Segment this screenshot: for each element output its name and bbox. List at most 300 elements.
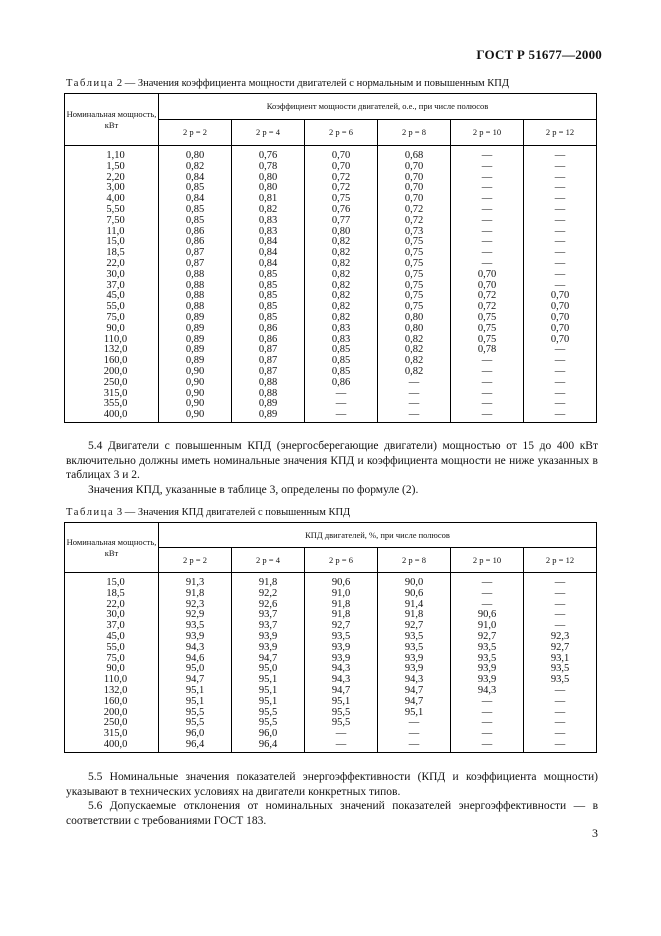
value-cell: 0,84 (159, 173, 232, 184)
value-cell: 93,9 (305, 643, 378, 654)
table3-pole-header: 2 p = 4 (232, 548, 305, 573)
value-cell: 94,7 (378, 686, 451, 697)
table2-pole-header: 2 p = 2 (159, 120, 232, 146)
table-row (65, 194, 597, 205)
value-cell: 0,85 (305, 356, 378, 367)
table3-pole-header: 2 p = 12 (524, 548, 597, 573)
value-cell: 0,87 (159, 259, 232, 270)
value-cell: — (524, 708, 597, 719)
power-cell: 400,0 (65, 410, 159, 422)
value-cell: 0,85 (305, 345, 378, 356)
value-cell: 0,72 (305, 173, 378, 184)
value-cell: 0,84 (159, 194, 232, 205)
value-cell: 96,0 (232, 729, 305, 740)
value-cell: 0,89 (159, 335, 232, 346)
value-cell: 95,5 (159, 718, 232, 729)
table-row (65, 302, 597, 313)
table2-pole-header: 2 p = 4 (232, 120, 305, 146)
value-cell: 0,88 (159, 270, 232, 281)
table2-caption-text: 2 — Значения коэффициента мощности двигателей с нормальным и повышенным КПД (114, 78, 510, 89)
value-cell: 0,70 (305, 162, 378, 173)
power-cell: 90,0 (65, 324, 159, 335)
table-row (65, 600, 597, 611)
value-cell: 0,80 (232, 173, 305, 184)
table-row (65, 270, 597, 281)
table-row (65, 227, 597, 238)
value-cell: 0,72 (378, 205, 451, 216)
value-cell: 95,1 (232, 697, 305, 708)
value-cell: — (451, 367, 524, 378)
value-cell: 91,3 (159, 573, 232, 589)
value-cell: 95,5 (232, 708, 305, 719)
table-row (65, 589, 597, 600)
value-cell: 94,7 (378, 697, 451, 708)
value-cell: 93,9 (451, 664, 524, 675)
value-cell: 0,75 (378, 291, 451, 302)
table-row (65, 632, 597, 643)
page-number: 3 (592, 826, 598, 840)
value-cell: 0,82 (305, 248, 378, 259)
power-cell: 15,0 (65, 237, 159, 248)
table-row (65, 183, 597, 194)
value-cell: 0,85 (305, 367, 378, 378)
value-cell: 0,82 (378, 335, 451, 346)
value-cell: 96,4 (232, 740, 305, 752)
value-cell: 0,86 (232, 324, 305, 335)
value-cell: 93,9 (305, 654, 378, 665)
table3-pole-header: 2 p = 10 (451, 548, 524, 573)
value-cell: — (524, 600, 597, 611)
table-row (65, 729, 597, 740)
paragraph-5-6: 5.6 Допускаемые отклонения от номинальных значений показателей энергоэффективности — в соответствии с требованиями ГОСТ 183. (66, 800, 598, 827)
value-cell: 0,70 (524, 324, 597, 335)
power-cell: 30,0 (65, 270, 159, 281)
table-row (65, 291, 597, 302)
value-cell: 0,72 (378, 216, 451, 227)
power-cell: 315,0 (65, 389, 159, 400)
table-row (65, 740, 597, 752)
value-cell: 93,5 (305, 632, 378, 643)
value-cell: — (524, 718, 597, 729)
value-cell: 0,90 (159, 410, 232, 422)
power-cell: 160,0 (65, 356, 159, 367)
value-cell: 0,70 (524, 313, 597, 324)
value-cell: 0,70 (378, 194, 451, 205)
value-cell: 93,5 (451, 654, 524, 665)
value-cell: 93,9 (378, 654, 451, 665)
value-cell: 0,88 (159, 291, 232, 302)
value-cell: — (524, 162, 597, 173)
value-cell: 0,80 (232, 183, 305, 194)
value-cell: — (524, 345, 597, 356)
power-cell: 5,50 (65, 205, 159, 216)
value-cell: 92,7 (451, 632, 524, 643)
value-cell: — (451, 259, 524, 270)
table-row (65, 389, 597, 400)
power-cell: 90,0 (65, 664, 159, 675)
value-cell: 0,78 (451, 345, 524, 356)
value-cell: 0,70 (524, 335, 597, 346)
value-cell: — (524, 367, 597, 378)
value-cell: 0,82 (378, 345, 451, 356)
value-cell: — (378, 718, 451, 729)
value-cell: 96,0 (159, 729, 232, 740)
value-cell: 0,84 (232, 259, 305, 270)
power-cell: 315,0 (65, 729, 159, 740)
value-cell: 94,7 (232, 654, 305, 665)
power-cell: 15,0 (65, 573, 159, 589)
power-cell: 11,0 (65, 227, 159, 238)
value-cell: — (451, 356, 524, 367)
value-cell: 95,1 (305, 697, 378, 708)
value-cell: 0,85 (159, 216, 232, 227)
table3-pole-header: 2 p = 8 (378, 548, 451, 573)
paragraphs-block-1 (66, 439, 598, 497)
value-cell: — (451, 708, 524, 719)
value-cell: — (451, 237, 524, 248)
value-cell: 91,4 (378, 600, 451, 611)
value-cell: — (524, 194, 597, 205)
value-cell: 0,70 (524, 302, 597, 313)
value-cell: 0,80 (159, 146, 232, 162)
value-cell: 93,5 (159, 621, 232, 632)
power-cell: 45,0 (65, 291, 159, 302)
value-cell: 93,5 (524, 675, 597, 686)
value-cell: — (451, 410, 524, 422)
value-cell: — (524, 356, 597, 367)
value-cell: 90,0 (378, 573, 451, 589)
value-cell: 0,82 (232, 205, 305, 216)
value-cell: — (378, 389, 451, 400)
value-cell: 0,88 (159, 302, 232, 313)
value-cell: 0,70 (451, 281, 524, 292)
value-cell: 0,70 (378, 162, 451, 173)
value-cell: — (524, 248, 597, 259)
value-cell: — (524, 729, 597, 740)
value-cell: 94,3 (305, 675, 378, 686)
value-cell: 0,87 (232, 367, 305, 378)
value-cell: 0,76 (305, 205, 378, 216)
value-cell: 90,6 (378, 589, 451, 600)
value-cell: 0,87 (232, 356, 305, 367)
value-cell: — (451, 378, 524, 389)
power-cell: 45,0 (65, 632, 159, 643)
value-cell: 93,9 (159, 632, 232, 643)
power-cell: 200,0 (65, 367, 159, 378)
value-cell: — (451, 697, 524, 708)
value-cell: — (378, 399, 451, 410)
value-cell: 92,3 (524, 632, 597, 643)
value-cell: 0,80 (378, 324, 451, 335)
value-cell: 0,75 (451, 324, 524, 335)
value-cell: — (305, 389, 378, 400)
value-cell: 0,73 (378, 227, 451, 238)
value-cell: — (524, 621, 597, 632)
value-cell: — (524, 227, 597, 238)
value-cell: 0,75 (378, 237, 451, 248)
power-cell: 110,0 (65, 675, 159, 686)
value-cell: — (305, 740, 378, 752)
value-cell: 95,1 (232, 686, 305, 697)
value-cell: 95,1 (159, 686, 232, 697)
value-cell: 0,83 (232, 227, 305, 238)
value-cell: 94,7 (305, 686, 378, 697)
table-row (65, 259, 597, 270)
value-cell: 95,1 (232, 675, 305, 686)
value-cell: — (305, 729, 378, 740)
table-row (65, 378, 597, 389)
value-cell: 0,68 (378, 146, 451, 162)
value-cell: 0,89 (159, 345, 232, 356)
value-cell: 95,0 (159, 664, 232, 675)
power-cell: 160,0 (65, 697, 159, 708)
value-cell: 0,75 (378, 259, 451, 270)
value-cell: 0,87 (232, 345, 305, 356)
power-cell: 4,00 (65, 194, 159, 205)
power-cell: 75,0 (65, 654, 159, 665)
power-cell: 3,00 (65, 183, 159, 194)
table2-pole-header: 2 p = 12 (524, 120, 597, 146)
value-cell: — (305, 410, 378, 422)
value-cell: 95,5 (159, 708, 232, 719)
value-cell: 93,7 (232, 610, 305, 621)
value-cell: 92,6 (232, 600, 305, 611)
value-cell: 0,87 (159, 248, 232, 259)
value-cell: 0,82 (378, 367, 451, 378)
table-row (65, 686, 597, 697)
value-cell: 0,90 (159, 399, 232, 410)
value-cell: 0,82 (305, 291, 378, 302)
value-cell: 0,82 (305, 237, 378, 248)
value-cell: 92,7 (378, 621, 451, 632)
table3-pole-header: 2 p = 2 (159, 548, 232, 573)
value-cell: 0,84 (232, 237, 305, 248)
value-cell: 0,72 (451, 291, 524, 302)
value-cell: 94,3 (305, 664, 378, 675)
value-cell: 0,82 (305, 270, 378, 281)
value-cell: 93,9 (378, 664, 451, 675)
value-cell: — (524, 173, 597, 184)
value-cell: 0,75 (451, 335, 524, 346)
value-cell: 0,85 (232, 313, 305, 324)
table-row (65, 573, 597, 589)
value-cell: 0,82 (159, 162, 232, 173)
value-cell: 0,70 (378, 183, 451, 194)
value-cell: 0,83 (232, 216, 305, 227)
power-cell: 7,50 (65, 216, 159, 227)
value-cell: — (524, 686, 597, 697)
value-cell: 94,7 (159, 675, 232, 686)
power-cell: 355,0 (65, 399, 159, 410)
value-cell: 0,85 (232, 291, 305, 302)
value-cell: 0,86 (232, 335, 305, 346)
value-cell: — (305, 399, 378, 410)
value-cell: 94,3 (451, 686, 524, 697)
value-cell: 93,5 (451, 643, 524, 654)
table-row (65, 675, 597, 686)
value-cell: — (524, 378, 597, 389)
value-cell: — (451, 227, 524, 238)
value-cell: 0,84 (232, 248, 305, 259)
value-cell: 0,70 (451, 270, 524, 281)
table2-col-group: Коэффициент мощности двигателей, о.е., при числе полюсов (159, 94, 597, 120)
table3-col-group: КПД двигателей, %, при числе полюсов (159, 523, 597, 548)
value-cell: 0,81 (232, 194, 305, 205)
table-row (65, 654, 597, 665)
value-cell: 0,85 (159, 205, 232, 216)
table2-caption (66, 78, 509, 89)
value-cell: — (524, 237, 597, 248)
value-cell: 0,80 (378, 313, 451, 324)
paragraphs-block-2 (66, 770, 598, 828)
value-cell: 0,83 (305, 335, 378, 346)
value-cell: 93,5 (378, 643, 451, 654)
value-cell: 0,70 (524, 291, 597, 302)
table3-pole-header: 2 p = 6 (305, 548, 378, 573)
value-cell: 0,75 (378, 302, 451, 313)
value-cell: 95,5 (305, 708, 378, 719)
value-cell: 0,70 (305, 146, 378, 162)
table-row (65, 708, 597, 719)
value-cell: 93,7 (232, 621, 305, 632)
value-cell: 95,0 (232, 664, 305, 675)
value-cell: 0,86 (305, 378, 378, 389)
value-cell: 0,72 (305, 183, 378, 194)
table-row (65, 146, 597, 162)
table2-caption-label: Таблица (66, 78, 115, 89)
power-cell: 250,0 (65, 378, 159, 389)
value-cell: — (524, 205, 597, 216)
table3-caption (66, 507, 350, 518)
value-cell: — (451, 399, 524, 410)
value-cell: 96,4 (159, 740, 232, 752)
table-row (65, 356, 597, 367)
value-cell: 0,75 (451, 313, 524, 324)
table-row (65, 324, 597, 335)
table3-col-power: Номинальная мощность, кВт (65, 523, 159, 573)
value-cell: — (451, 729, 524, 740)
value-cell: — (524, 183, 597, 194)
value-cell: — (451, 205, 524, 216)
table-row (65, 664, 597, 675)
value-cell: — (524, 740, 597, 752)
value-cell: 0,82 (305, 313, 378, 324)
value-cell: 0,89 (159, 324, 232, 335)
table2-col-power: Номинальная мощность, кВт (65, 94, 159, 146)
paragraph-5-4: 5.4 Двигатели с повышенным КПД (энергосберегающие двигатели) мощностью от 15 до 400 кВт включительно должны иметь номинальные значения КПД и коэффициента мощности не ниже указанных в таблицах 3 и 2. (66, 440, 598, 481)
power-cell: 22,0 (65, 600, 159, 611)
table-row (65, 237, 597, 248)
value-cell: 91,8 (232, 573, 305, 589)
value-cell: 0,89 (159, 313, 232, 324)
table-row (65, 335, 597, 346)
power-cell: 132,0 (65, 345, 159, 356)
value-cell: 0,85 (159, 183, 232, 194)
value-cell: 0,82 (305, 259, 378, 270)
value-cell: — (378, 740, 451, 752)
value-cell: 0,72 (451, 302, 524, 313)
table2-pole-header: 2 p = 10 (451, 120, 524, 146)
value-cell: — (451, 146, 524, 162)
value-cell: 93,5 (378, 632, 451, 643)
power-cell: 110,0 (65, 335, 159, 346)
value-cell: — (451, 216, 524, 227)
value-cell: 94,3 (159, 643, 232, 654)
value-cell: 0,88 (232, 378, 305, 389)
power-cell: 37,0 (65, 281, 159, 292)
value-cell: 0,86 (159, 237, 232, 248)
table-row (65, 610, 597, 621)
value-cell: — (451, 173, 524, 184)
value-cell: 91,8 (378, 610, 451, 621)
table3-caption-label: Таблица (66, 507, 115, 518)
value-cell: — (524, 146, 597, 162)
value-cell: — (378, 729, 451, 740)
value-cell: 92,7 (524, 643, 597, 654)
value-cell: — (378, 378, 451, 389)
value-cell: — (451, 389, 524, 400)
value-cell: 90,6 (305, 573, 378, 589)
value-cell: 0,89 (159, 356, 232, 367)
value-cell: 93,5 (524, 664, 597, 675)
value-cell: 0,89 (232, 399, 305, 410)
table-row (65, 162, 597, 173)
value-cell: 94,3 (378, 675, 451, 686)
table-row (65, 173, 597, 184)
value-cell: — (451, 183, 524, 194)
value-cell: 0,85 (232, 281, 305, 292)
value-cell: 0,83 (305, 324, 378, 335)
value-cell: — (524, 410, 597, 422)
value-cell: 0,89 (232, 410, 305, 422)
table2-pole-header: 2 p = 8 (378, 120, 451, 146)
value-cell: 0,70 (378, 173, 451, 184)
value-cell: 0,82 (305, 302, 378, 313)
power-cell: 200,0 (65, 708, 159, 719)
value-cell: 0,75 (305, 194, 378, 205)
power-cell: 75,0 (65, 313, 159, 324)
power-cell: 37,0 (65, 621, 159, 632)
value-cell: 95,1 (159, 697, 232, 708)
value-cell: — (524, 610, 597, 621)
value-cell: 0,80 (305, 227, 378, 238)
value-cell: — (524, 573, 597, 589)
table-row (65, 410, 597, 422)
table-row (65, 367, 597, 378)
table-row (65, 399, 597, 410)
value-cell: 0,90 (159, 378, 232, 389)
table3 (64, 522, 597, 753)
power-cell: 1,10 (65, 146, 159, 162)
table3-caption-text: 3 — Значения КПД двигателей с повышенным КПД (114, 507, 351, 518)
table-row (65, 643, 597, 654)
value-cell: 91,0 (305, 589, 378, 600)
power-cell: 2,20 (65, 173, 159, 184)
value-cell: 0,82 (378, 356, 451, 367)
value-cell: 0,76 (232, 146, 305, 162)
power-cell: 18,5 (65, 589, 159, 600)
value-cell: 91,0 (451, 621, 524, 632)
table-row (65, 313, 597, 324)
power-cell: 55,0 (65, 302, 159, 313)
table-row (65, 205, 597, 216)
table-row (65, 718, 597, 729)
value-cell: 0,85 (232, 270, 305, 281)
value-cell: 95,5 (305, 718, 378, 729)
value-cell: 95,1 (378, 708, 451, 719)
table-row (65, 248, 597, 259)
value-cell: 0,86 (159, 227, 232, 238)
